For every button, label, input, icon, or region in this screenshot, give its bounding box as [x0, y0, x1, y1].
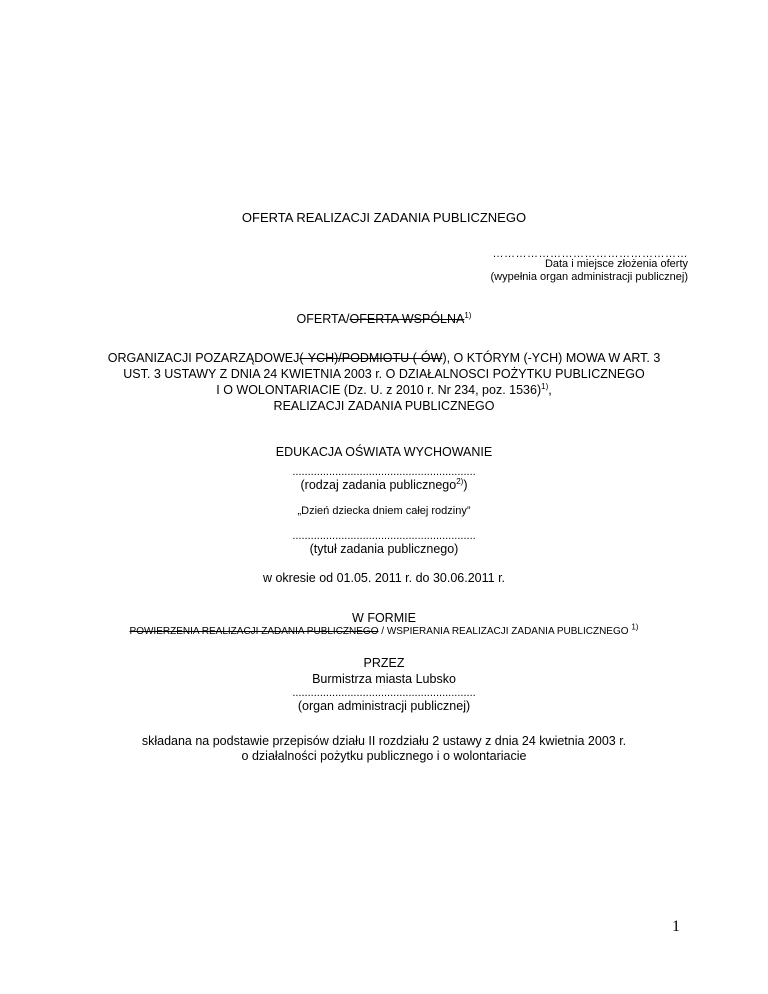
authority-label: (organ administracji publicznej)	[297, 699, 471, 713]
org-line-3-footnote: 1)	[541, 381, 549, 391]
org-line-2: UST. 3 USTAWY Z DNIA 24 KWIETNIA 2003 r. O DZIAŁALNOSCI POŻYTKU PUBLICZNEGO	[123, 367, 645, 381]
task-kind-label	[0, 478, 768, 492]
org-line-1-struck: (-YCH)/PODMIOTU (-ÓW	[299, 351, 443, 365]
form-option-struck: POWIERZENIA REALIZACJI ZADANIA PUBLICZNEGO	[129, 626, 379, 637]
task-title: „Dzień dziecka dniem całej rodziny”	[297, 505, 471, 517]
document-title: OFERTA REALIZACJI ZADANIA PUBLICZNEGO	[241, 210, 527, 225]
org-line-3-end: ,	[548, 383, 552, 397]
offer-type-label: OFERTA/	[296, 312, 350, 326]
legal-basis-line-1: składana na podstawie przepisów działu II rozdziału 2 ustawy z dnia 24 kwietnia 2003 r.	[141, 734, 627, 748]
task-kind-footnote: 2)	[456, 476, 464, 486]
form-heading: W FORMIE	[352, 611, 416, 625]
by-heading: PRZEZ	[363, 656, 405, 670]
date-note: (wypełnia organ administracji publicznej)	[490, 271, 688, 283]
organization-block	[0, 350, 768, 414]
org-line-3-text: I O WOLONTARIACIE (Dz. U. z 2010 r. Nr 234, poz. 1536)	[216, 383, 542, 397]
offer-type	[0, 312, 768, 326]
task-title-label: (tytuł zadania publicznego)	[309, 542, 459, 556]
task-kind: EDUKACJA OŚWIATA WYCHOWANIE	[275, 445, 493, 459]
task-title-dots: ............................................................	[292, 530, 476, 542]
org-line-3	[0, 382, 768, 398]
offer-type-struck: OFERTA WSPÓLNA	[349, 312, 465, 326]
legal-basis-line-2: o działalności pożytku publicznego i o wolontariacie	[241, 749, 527, 763]
task-kind-dots: ............................................................	[292, 466, 476, 478]
org-line-4: REALIZACJI ZADANIA PUBLICZNEGO	[273, 399, 495, 413]
org-line-1-a: ORGANIZACJI POZARZĄDOWEJ	[107, 351, 300, 365]
authority-dots: ............................................................	[292, 687, 476, 699]
authority-name: Burmistrza miasta Lubsko	[312, 672, 456, 686]
task-kind-label-text: (rodzaj zadania publicznego	[300, 478, 457, 492]
task-period: w okresie od 01.05. 2011 r. do 30.06.2011 r.	[262, 571, 506, 585]
date-dots: ……………………………………………	[492, 248, 688, 260]
org-line-1-b: ), O KTÓRYM (-YCH) MOWA W ART. 3	[442, 351, 661, 365]
form-footnote: 1)	[631, 622, 639, 632]
legal-basis	[0, 734, 768, 764]
page-number: 1	[672, 918, 680, 935]
form-option-selected: / WSPIERANIA REALIZACJI ZADANIA PUBLICZNEGO	[378, 626, 632, 637]
offer-type-footnote: 1)	[464, 310, 472, 320]
org-line-1	[0, 350, 768, 366]
date-label: Data i miejsce złożenia oferty	[544, 258, 688, 270]
task-kind-label-end: )	[463, 478, 468, 492]
form-options	[0, 622, 768, 637]
